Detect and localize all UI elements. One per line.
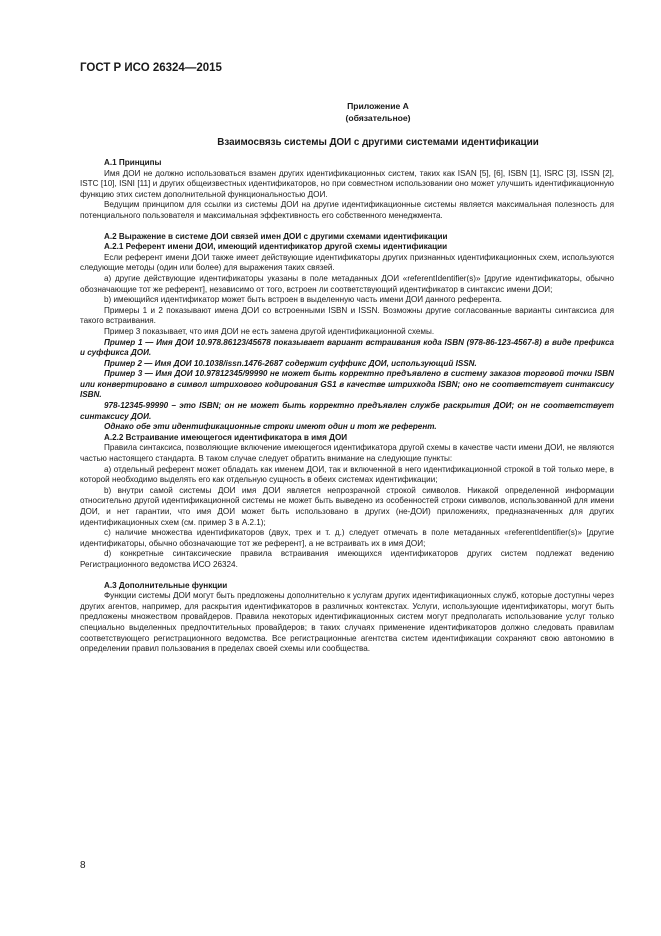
- example-3-note: 978-12345-99990 – это ISBN; он не может быть корректно предъявлен службе раскрытия ДОИ; он не соответствует синтаксису ДОИ.: [80, 401, 614, 421]
- paragraph: Если референт имени ДОИ также имеет действующие идентификаторы других признанных идентификационных схем, используются следующие методы (один или более) для выражения таких связей.: [80, 252, 614, 273]
- appendix-title: Приложение А: [347, 101, 409, 111]
- appendix-heading: [0, 100, 661, 124]
- section-heading-a1: А.1 Принципы: [104, 158, 162, 167]
- page-number: 8: [80, 860, 86, 871]
- example-3-conclusion: Однако обе эти идентификационные строки имеют один и тот же референт.: [104, 422, 437, 432]
- list-item: а) другие действующие идентификаторы указаны в поле метаданных ДОИ «referentIdentifier(s)» [другие идентификаторы, обычно обозначающие тот же референт], независимо от того, встроен ли соответствующий идентификатор в синтаксис имени ДОИ;: [80, 273, 614, 294]
- list-item: b) внутри самой системы ДОИ имя ДОИ является непрозрачной строкой символов. Никакой определенной информации относительно другой идентификационной системы не может быть выведено из особенностей строки символов, использованной для имени ДОИ, и нет гарантии, что имя ДОИ может быть использовано в других (не-ДОИ) приложениях, предназначенных для других идентификационных схем (см. пример 3 в А.2.1);: [80, 485, 614, 527]
- list-item: b) имеющийся идентификатор может быть встроен в выделенную часть имени ДОИ данного референта.: [104, 295, 502, 305]
- paragraph: Примеры 1 и 2 показывают имена ДОИ со встроенными ISBN и ISSN. Возможны другие согласованные варианты синтаксиса для такого встраивания.: [80, 305, 614, 326]
- paragraph: Ведущим принципом для ссылки из системы ДОИ на другие идентификационные системы является максимальная полезность для потенциального пользователя и максимальная эффективность его собственного менеджмента.: [80, 200, 614, 220]
- subsection-heading-a22: А.2.2 Встраивание имеющегося идентификатора в имя ДОИ: [104, 432, 348, 442]
- example-3: Пример 3 — Имя ДОИ 10.97812345/99990 не может быть корректно предъявлено в систему заказов торговой точки ISBN или конвертировано в символ штрихового кодирования GS1 в качестве штрихкода ISBN; оно не соответствует синтаксису ISBN.: [80, 369, 614, 400]
- paragraph: Пример 3 показывает, что имя ДОИ не есть замена другой идентификационной схемы.: [104, 326, 435, 336]
- appendix-main-title: Взаимосвязь системы ДОИ с другими системами идентификации: [217, 137, 539, 148]
- paragraph: Имя ДОИ не должно использоваться взамен других идентификационных систем, таких как ISAN [5], [6], ISBN [1], ISRC [3], ISSN [2], ISTC [10], ISNI [11] и других общеизвестных идентификаторов, но при совместном использовании оно может улучшить идентификационную функцию этих систем дополнительной функциональностью ДОИ.: [80, 168, 614, 199]
- list-item: а) отдельный референт может обладать как именем ДОИ, так и включенной в него идентификационной строкой в той только мере, в которой необходимо выделять его как отдельную сущность в обеих системах идентификации;: [80, 464, 614, 485]
- example-2: Пример 2 — Имя ДОИ 10.1038/issn.1476-2687 содержит суффикс ДОИ, использующий ISSN.: [104, 358, 477, 368]
- document-header: ГОСТ Р ИСО 26324—2015: [80, 62, 222, 74]
- list-item: с) наличие множества идентификаторов (двух, трех и т. д.) следует отмечать в поле метаданных «referentIdentifier(s)» [другие идентификаторы, обычно обозначающие тот же референт], а не встраивать их в имя ДОИ;: [80, 528, 614, 548]
- paragraph: Функции системы ДОИ могут быть предложены дополнительно к услугам других идентификационных служб, которые доступны через других агентов, например, для раскрытия идентификаторов в различных контекстах. Услуги, использующие идентификаторы, могут быть предложены множеством провайдеров. Правила некоторых идентификационных систем могут предполагать использование услуг только специально выделенных предпочтительных провайдеров; в таких случаях применение идентификаторов должно следовать правилам соответствующего регистрационного ведомства. Все регистрационные агентства систем идентификации сохраняют свою автономию в определении правил пользования в пределах своей схемы или сообщества.: [80, 591, 614, 654]
- list-item: d) конкретные синтаксические правила встраивания имеющихся идентификаторов других систем подлежат ведению Регистрационного ведомства ИСО 26324.: [80, 549, 614, 569]
- section-heading-a3: А.3 Дополнительные функции: [104, 580, 228, 590]
- appendix-subtitle: (обязательное): [345, 113, 411, 123]
- section-heading-a2: А.2 Выражение в системе ДОИ связей имен ДОИ с другими схемами идентификации: [104, 231, 448, 241]
- document-body: [80, 158, 614, 655]
- paragraph: Правила синтаксиса, позволяющие включение имеющегося идентификатора другой схемы в качестве части имени ДОИ, не являются частью настоящего стандарта. В таком случае следует обратить внимание на следующие пункты:: [80, 443, 614, 464]
- subsection-heading-a21: А.2.1 Референт имени ДОИ, имеющий идентификатор другой схемы идентификации: [104, 242, 448, 252]
- example-1: Пример 1 — Имя ДОИ 10.978.86123/45678 показывает вариант встраивания кода ISBN (978-86-123-4567-8) в виде префикса и суффикса ДОИ.: [80, 337, 614, 358]
